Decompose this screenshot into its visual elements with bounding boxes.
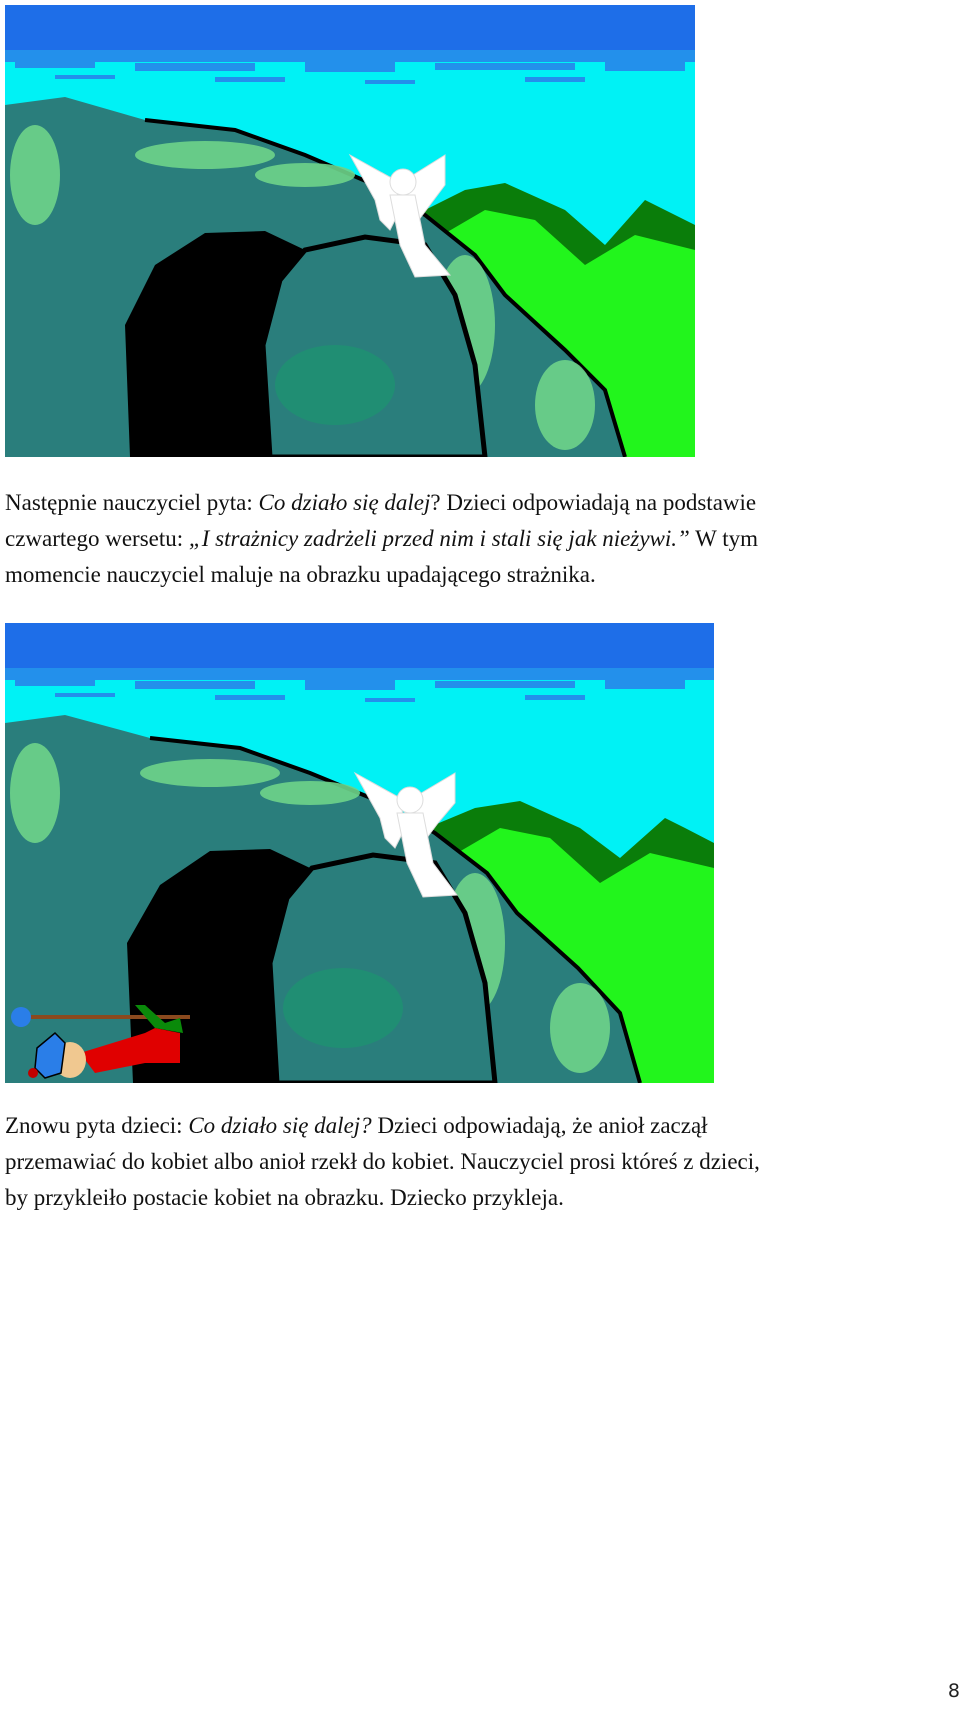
spear-shaft bbox=[30, 1015, 190, 1019]
tomb-angel-illustration bbox=[5, 5, 695, 457]
sky-band bbox=[5, 623, 714, 668]
verse-quote: „I strażnicy zadrżeli przed nim i stali się jak nieżywi.” bbox=[188, 526, 690, 551]
question-quote: Co działo się dalej? bbox=[188, 1113, 372, 1138]
paragraph-line: przemawiać do kobiet albo anioł rzekł do kobiet. Nauczyciel prosi któreś z dzieci, bbox=[5, 1149, 760, 1174]
stone-moss bbox=[283, 968, 403, 1048]
paragraph-line: by przykleiło postacie kobiet na obrazku. Dziecko przykleja. bbox=[5, 1185, 564, 1210]
paragraph-guards-fall bbox=[5, 485, 955, 593]
paragraph-angel-speaks bbox=[5, 1108, 955, 1216]
blood bbox=[28, 1068, 38, 1078]
sky-band bbox=[5, 5, 695, 50]
paragraph-line: Znowu pyta dzieci: Co działo się dalej? Dzieci odpowiadają, że anioł zaczął bbox=[5, 1113, 708, 1138]
paragraph-line: momencie nauczyciel maluje na obrazku upadającego strażnika. bbox=[5, 562, 596, 587]
paragraph-line: czwartego wersetu: „I strażnicy zadrżeli przed nim i stali się jak nieżywi.” W tym bbox=[5, 526, 758, 551]
tomb-fallen-guard-illustration bbox=[5, 623, 714, 1083]
spear-tip bbox=[11, 1007, 31, 1027]
question-quote: Co działo się dalej bbox=[258, 490, 431, 515]
page-number: 8 bbox=[947, 1680, 960, 1702]
stone-moss bbox=[275, 345, 395, 425]
paragraph-line: Następnie nauczyciel pyta: Co działo się dalej? Dzieci odpowiadają na podstawie bbox=[5, 490, 757, 515]
